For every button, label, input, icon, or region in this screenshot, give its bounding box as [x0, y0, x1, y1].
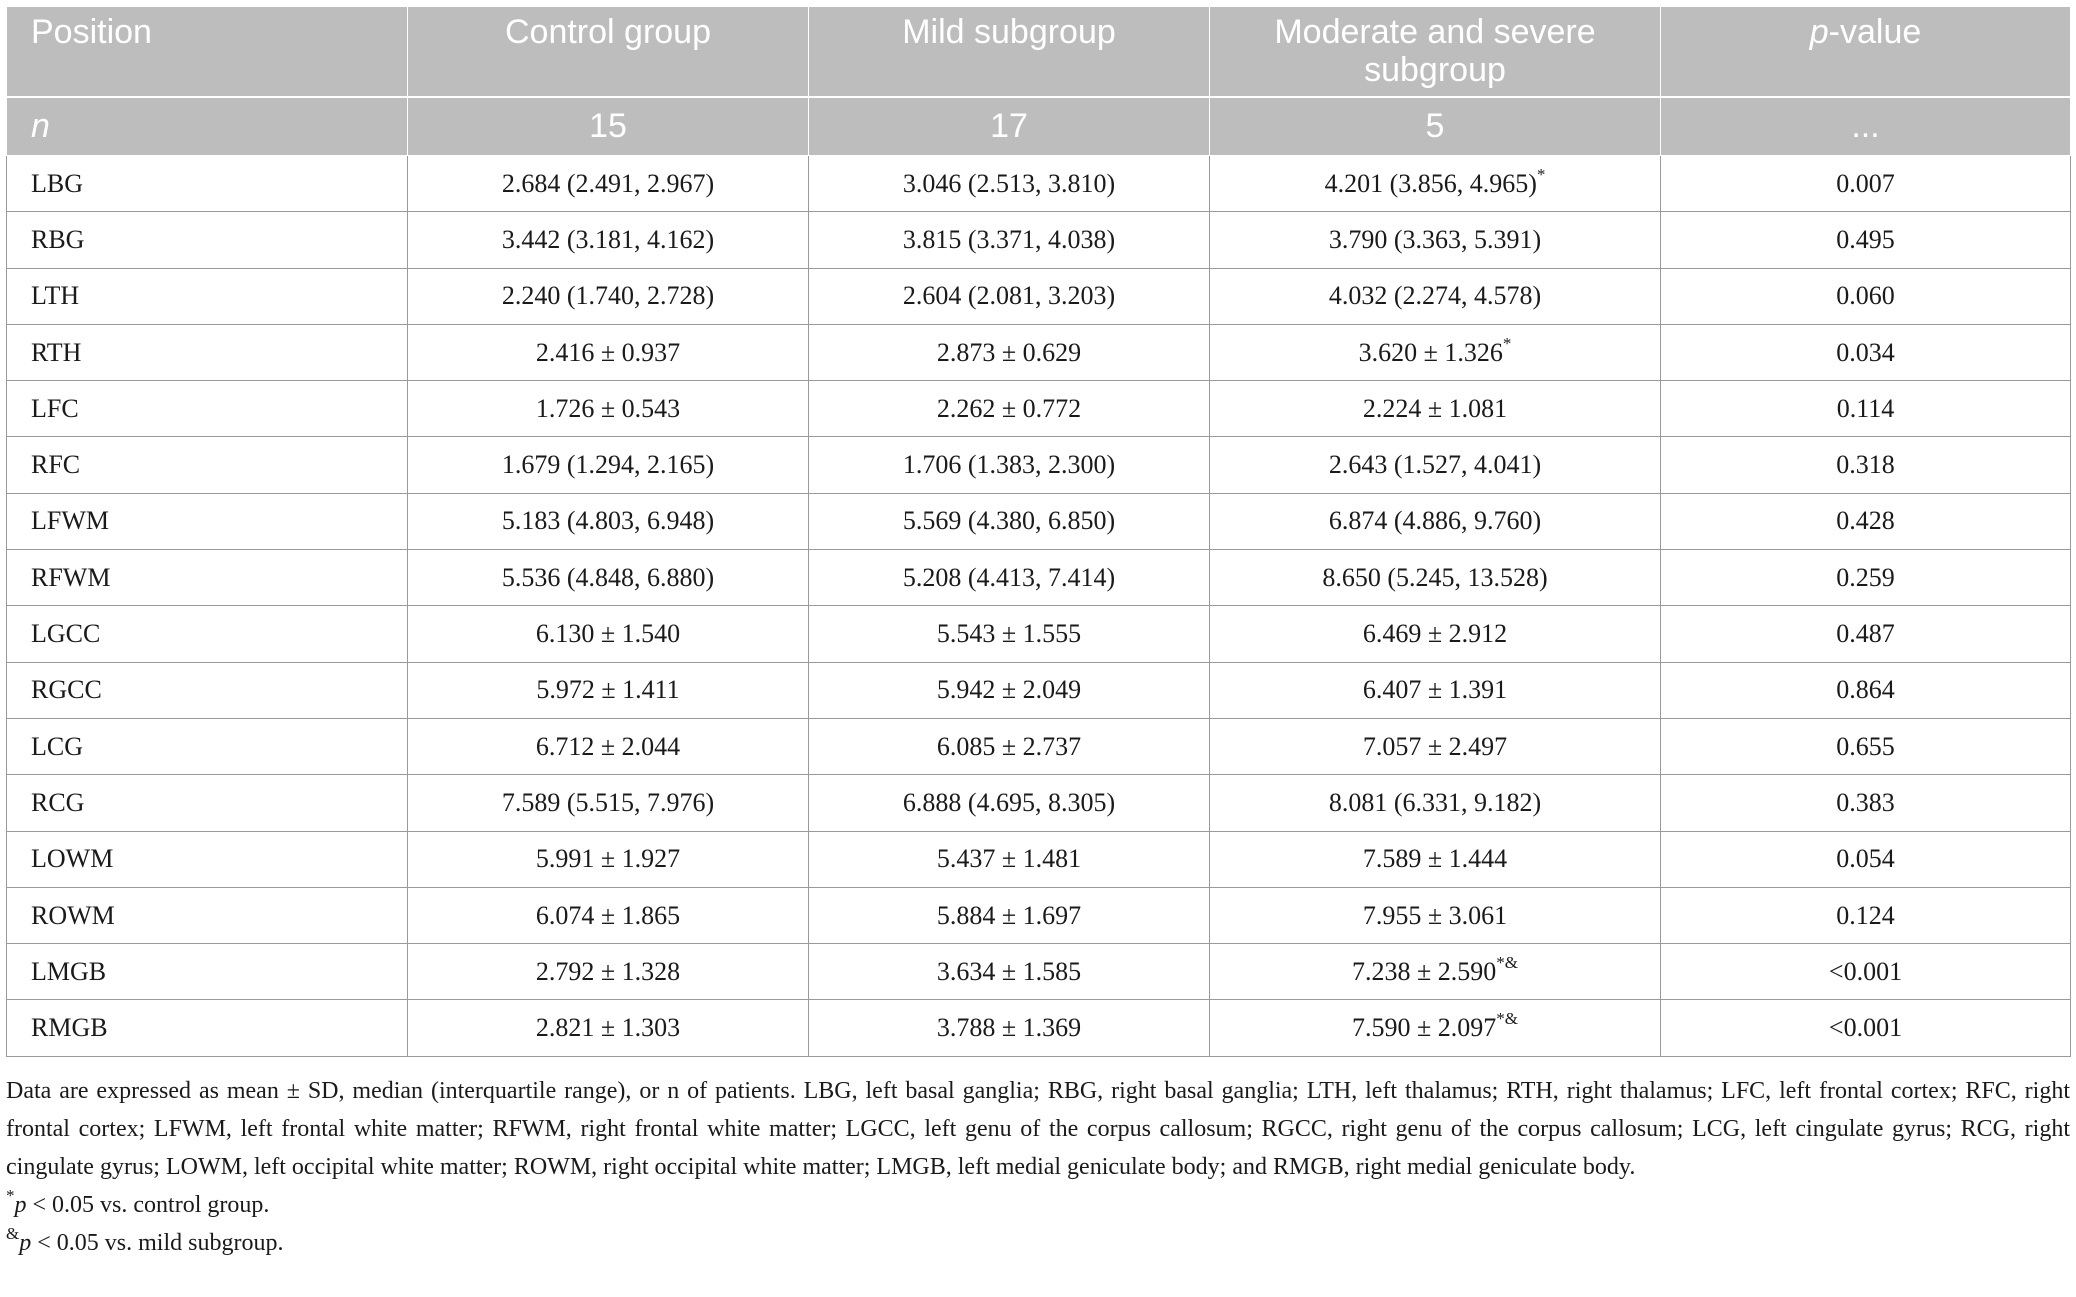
cell-mild — [809, 324, 1210, 380]
cell-p-value — [1661, 662, 2071, 718]
header-control-group: Control group — [408, 7, 809, 97]
cell-severe — [1210, 493, 1661, 549]
table-row — [7, 324, 2071, 380]
cell-p-value — [1661, 212, 2071, 268]
cell-position-value: LTH — [31, 281, 80, 311]
table-row — [7, 1000, 2071, 1056]
cell-p-value — [1661, 887, 2071, 943]
cell-p-value — [1661, 156, 2071, 212]
cell-mild — [809, 212, 1210, 268]
cell-mild — [809, 775, 1210, 831]
cell-p-value-value: 0.318 — [1836, 450, 1895, 480]
n-label: n — [7, 97, 408, 156]
cell-mild — [809, 550, 1210, 606]
cell-position — [7, 437, 408, 493]
cell-mild — [809, 381, 1210, 437]
header-row — [7, 7, 2071, 97]
cell-mild-value: 5.208 (4.413, 7.414) — [902, 562, 1116, 592]
significance-mark: * — [1536, 164, 1546, 184]
cell-mild — [809, 156, 1210, 212]
cell-p-value — [1661, 944, 2071, 1000]
table-row — [7, 156, 2071, 212]
n-mild: 17 — [809, 97, 1210, 156]
cell-mild-value: 2.604 (2.081, 3.203) — [902, 281, 1116, 311]
cell-mild — [809, 718, 1210, 774]
cell-mild — [809, 831, 1210, 887]
footnote-control-mark: * — [6, 1186, 15, 1205]
cell-severe — [1210, 212, 1661, 268]
cell-position — [7, 493, 408, 549]
cell-control-value: 2.792 ± 1.328 — [535, 956, 681, 986]
cell-position-value: RFC — [31, 450, 81, 480]
table-row — [7, 831, 2071, 887]
cell-position — [7, 324, 408, 380]
cell-control-value: 6.074 ± 1.865 — [535, 900, 681, 930]
cell-severe-value: 8.650 (5.245, 13.528) — [1322, 562, 1548, 592]
cell-position-value: ROWM — [31, 900, 115, 930]
cell-mild-value: 3.788 ± 1.369 — [936, 1013, 1082, 1043]
cell-control — [408, 831, 809, 887]
n-severe: 5 — [1210, 97, 1661, 156]
header-p-italic: p — [1809, 13, 1829, 51]
cell-p-value — [1661, 381, 2071, 437]
cell-mild — [809, 662, 1210, 718]
cell-position — [7, 212, 408, 268]
cell-p-value-value: 0.383 — [1836, 787, 1895, 817]
cell-position — [7, 887, 408, 943]
header-p-value — [1661, 7, 2071, 97]
cell-p-value-value: <0.001 — [1828, 956, 1903, 986]
cell-p-value-value: 0.259 — [1836, 562, 1895, 592]
table-row — [7, 662, 2071, 718]
cell-p-value-value: <0.001 — [1828, 1013, 1903, 1043]
footnote-control-text: < 0.05 vs. control group. — [26, 1192, 270, 1218]
cell-mild-value: 3.815 (3.371, 4.038) — [902, 224, 1116, 254]
cell-control-value: 6.712 ± 2.044 — [535, 731, 681, 761]
table-row — [7, 212, 2071, 268]
significance-mark: * — [1502, 333, 1512, 353]
results-table-container — [6, 6, 2070, 1057]
cell-control — [408, 887, 809, 943]
cell-control — [408, 944, 809, 1000]
cell-control-value: 6.130 ± 1.540 — [535, 619, 681, 649]
cell-position — [7, 1000, 408, 1056]
n-p-value: ... — [1661, 97, 2071, 156]
table-row — [7, 268, 2071, 324]
cell-severe-value: 2.643 (1.527, 4.041) — [1328, 450, 1542, 480]
cell-control — [408, 381, 809, 437]
cell-mild-value: 2.262 ± 0.772 — [936, 393, 1082, 423]
cell-p-value — [1661, 324, 2071, 380]
cell-mild — [809, 493, 1210, 549]
cell-mild-value: 5.543 ± 1.555 — [936, 619, 1082, 649]
cell-control — [408, 493, 809, 549]
cell-p-value-value: 0.124 — [1836, 900, 1895, 930]
cell-position-value: LBG — [31, 168, 83, 198]
cell-p-value-value: 0.034 — [1836, 337, 1895, 367]
cell-severe — [1210, 550, 1661, 606]
cell-position-value: RTH — [31, 337, 82, 367]
cell-severe — [1210, 662, 1661, 718]
cell-position — [7, 944, 408, 1000]
cell-severe-value: 7.238 ± 2.590 — [1351, 956, 1497, 986]
cell-severe — [1210, 887, 1661, 943]
footnote-mild — [6, 1224, 2070, 1262]
table-row — [7, 381, 2071, 437]
cell-mild — [809, 1000, 1210, 1056]
cell-mild-value: 6.085 ± 2.737 — [936, 731, 1082, 761]
cell-position-value: LMGB — [31, 956, 107, 986]
n-row — [7, 97, 2071, 156]
cell-severe — [1210, 1000, 1661, 1056]
cell-mild-value: 5.437 ± 1.481 — [936, 844, 1082, 874]
cell-position-value: LOWM — [31, 844, 114, 874]
cell-p-value — [1661, 606, 2071, 662]
cell-severe — [1210, 381, 1661, 437]
cell-severe-value: 8.081 (6.331, 9.182) — [1328, 787, 1542, 817]
cell-position-value: RMGB — [31, 1013, 108, 1043]
cell-p-value-value: 0.428 — [1836, 506, 1895, 536]
cell-p-value — [1661, 718, 2071, 774]
cell-severe-value: 3.790 (3.363, 5.391) — [1328, 224, 1542, 254]
cell-p-value-value: 0.487 — [1836, 619, 1895, 649]
cell-control — [408, 662, 809, 718]
cell-severe-value: 6.407 ± 1.391 — [1362, 675, 1508, 705]
table-row — [7, 944, 2071, 1000]
cell-severe — [1210, 831, 1661, 887]
cell-severe-value: 6.874 (4.886, 9.760) — [1328, 506, 1542, 536]
cell-control — [408, 212, 809, 268]
cell-position — [7, 831, 408, 887]
cell-severe — [1210, 156, 1661, 212]
cell-position — [7, 606, 408, 662]
header-moderate-severe-subgroup: Moderate and severe subgroup — [1210, 7, 1661, 97]
cell-mild — [809, 887, 1210, 943]
table-row — [7, 718, 2071, 774]
cell-severe-value: 7.590 ± 2.097 — [1351, 1013, 1497, 1043]
cell-severe — [1210, 606, 1661, 662]
cell-severe-value: 7.955 ± 3.061 — [1362, 900, 1508, 930]
cell-control — [408, 268, 809, 324]
cell-mild-value: 3.046 (2.513, 3.810) — [902, 168, 1116, 198]
results-table — [6, 6, 2071, 1057]
cell-severe-value: 7.057 ± 2.497 — [1362, 731, 1508, 761]
table-row — [7, 493, 2071, 549]
cell-position-value: RGCC — [31, 675, 102, 705]
cell-mild-value: 3.634 ± 1.585 — [936, 956, 1082, 986]
n-control: 15 — [408, 97, 809, 156]
cell-control-value: 5.536 (4.848, 6.880) — [501, 562, 715, 592]
cell-p-value-value: 0.114 — [1836, 393, 1895, 423]
cell-mild-value: 6.888 (4.695, 8.305) — [902, 787, 1116, 817]
cell-severe — [1210, 437, 1661, 493]
cell-severe-value: 6.469 ± 2.912 — [1362, 619, 1508, 649]
cell-control-value: 3.442 (3.181, 4.162) — [501, 224, 715, 254]
cell-severe — [1210, 944, 1661, 1000]
cell-p-value — [1661, 550, 2071, 606]
cell-control-value: 1.726 ± 0.543 — [535, 393, 681, 423]
cell-control-value: 2.821 ± 1.303 — [535, 1013, 681, 1043]
table-row — [7, 606, 2071, 662]
cell-position-value: LGCC — [31, 619, 101, 649]
cell-p-value — [1661, 268, 2071, 324]
cell-mild — [809, 944, 1210, 1000]
cell-control — [408, 156, 809, 212]
cell-control — [408, 324, 809, 380]
cell-control — [408, 718, 809, 774]
cell-position-value: LFC — [31, 393, 79, 423]
cell-p-value — [1661, 775, 2071, 831]
footnote-control — [6, 1186, 2070, 1224]
cell-mild — [809, 606, 1210, 662]
cell-p-value-value: 0.060 — [1836, 281, 1895, 311]
table-row — [7, 887, 2071, 943]
cell-position-value: LFWM — [31, 506, 109, 536]
cell-control — [408, 550, 809, 606]
cell-severe-value: 4.201 (3.856, 4.965) — [1324, 168, 1537, 198]
cell-severe — [1210, 324, 1661, 380]
footnote-control-p: p — [14, 1192, 27, 1218]
cell-severe-value: 2.224 ± 1.081 — [1362, 393, 1508, 423]
cell-p-value — [1661, 831, 2071, 887]
cell-severe-value: 7.589 ± 1.444 — [1362, 844, 1508, 874]
header-mild-subgroup: Mild subgroup — [809, 7, 1210, 97]
cell-control-value: 5.991 ± 1.927 — [535, 844, 681, 874]
footnote-mild-text: < 0.05 vs. mild subgroup. — [31, 1230, 284, 1256]
table-body — [7, 156, 2071, 1057]
cell-position — [7, 775, 408, 831]
cell-severe — [1210, 718, 1661, 774]
cell-control-value: 7.589 (5.515, 7.976) — [501, 787, 715, 817]
footnote-mild-p: p — [19, 1230, 32, 1256]
cell-control — [408, 606, 809, 662]
cell-position-value: RBG — [31, 224, 85, 254]
cell-position — [7, 156, 408, 212]
cell-control-value: 1.679 (1.294, 2.165) — [501, 450, 715, 480]
cell-position — [7, 550, 408, 606]
notes-description: Data are expressed as mean ± SD, median (interquartile range), or n of patients. LBG, left basal ganglia; RBG, right basal ganglia; LTH, left thalamus; RTH, right thalamus; LFC, left frontal cortex; RFC, right frontal cortex; LFWM, left frontal white matter; RFWM, right frontal white matter; LGCC, left genu of the corpus callosum; RGCC, right genu of the corpus callosum; LCG, left cingulate gyrus; RCG, right cingulate gyrus; LOWM, left occipital white matter; ROWM, right occipital white matter; LMGB, left medial geniculate body; and RMGB, right medial geniculate body. — [6, 1078, 2070, 1180]
cell-control-value: 2.240 (1.740, 2.728) — [501, 281, 715, 311]
cell-position-value: RCG — [31, 787, 85, 817]
cell-control-value: 5.972 ± 1.411 — [536, 675, 680, 705]
cell-p-value — [1661, 1000, 2071, 1056]
cell-severe — [1210, 775, 1661, 831]
cell-p-value-value: 0.495 — [1836, 224, 1895, 254]
table-row — [7, 437, 2071, 493]
cell-control — [408, 775, 809, 831]
table-row — [7, 775, 2071, 831]
cell-control-value: 2.416 ± 0.937 — [535, 337, 681, 367]
cell-mild-value: 5.569 (4.380, 6.850) — [902, 506, 1116, 536]
cell-p-value-value: 0.655 — [1836, 731, 1895, 761]
table-notes — [6, 1072, 2070, 1262]
cell-control-value: 2.684 (2.491, 2.967) — [501, 168, 715, 198]
cell-mild-value: 5.942 ± 2.049 — [936, 675, 1082, 705]
cell-control-value: 5.183 (4.803, 6.948) — [501, 506, 715, 536]
cell-mild-value: 2.873 ± 0.629 — [936, 337, 1082, 367]
cell-p-value — [1661, 437, 2071, 493]
cell-position-value: LCG — [31, 731, 83, 761]
cell-control — [408, 1000, 809, 1056]
cell-position-value: RFWM — [31, 562, 111, 592]
cell-mild — [809, 437, 1210, 493]
cell-position — [7, 268, 408, 324]
cell-severe — [1210, 268, 1661, 324]
cell-position — [7, 662, 408, 718]
cell-p-value-value: 0.864 — [1836, 675, 1895, 705]
cell-mild-value: 1.706 (1.383, 2.300) — [902, 450, 1116, 480]
cell-mild — [809, 268, 1210, 324]
cell-mild-value: 5.884 ± 1.697 — [936, 900, 1082, 930]
cell-position — [7, 381, 408, 437]
cell-severe-value: 3.620 ± 1.326 — [1358, 337, 1503, 367]
header-position: Position — [7, 7, 408, 97]
cell-p-value — [1661, 493, 2071, 549]
cell-position — [7, 718, 408, 774]
footnote-mild-mark: & — [6, 1224, 20, 1243]
significance-mark: *& — [1496, 953, 1518, 973]
table-row — [7, 550, 2071, 606]
cell-control — [408, 437, 809, 493]
significance-mark: *& — [1496, 1009, 1518, 1029]
cell-p-value-value: 0.007 — [1836, 168, 1895, 198]
cell-severe-value: 4.032 (2.274, 4.578) — [1328, 281, 1542, 311]
header-p-rest: -value — [1828, 13, 1922, 51]
cell-p-value-value: 0.054 — [1836, 844, 1895, 874]
